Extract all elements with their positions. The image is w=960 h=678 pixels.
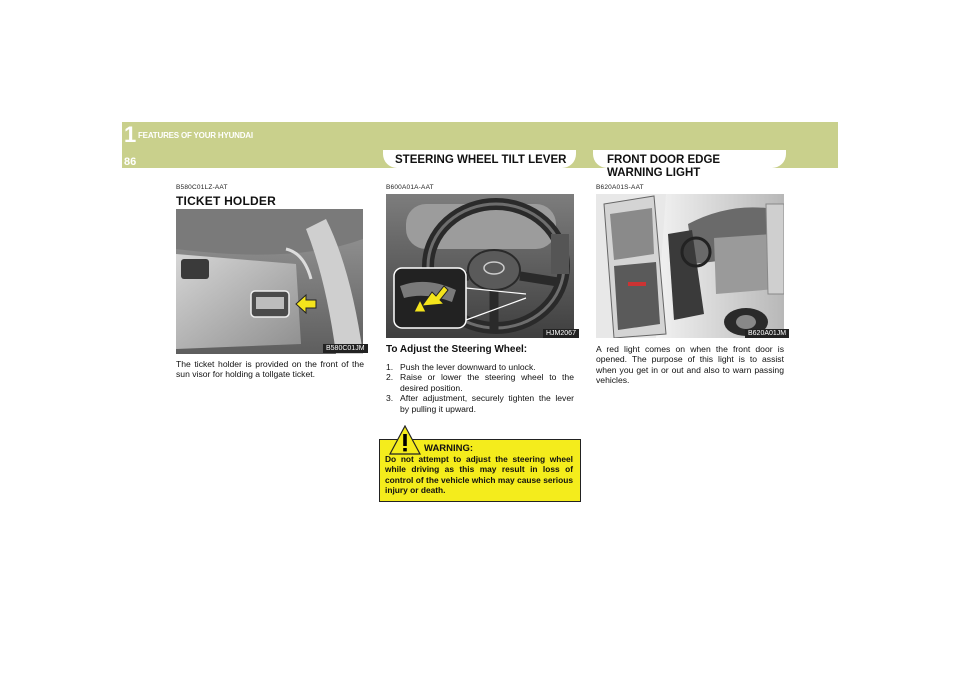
photo-front-door [596,194,784,338]
photo-label-ticket-holder: B580C01JM [323,344,368,353]
list-item: 1. Push the lever downward to unlock. [386,362,536,372]
body-door-light: A red light comes on when the front door is opened. The purpose of this light is to assist when you get in or out and also to warn passing vehicles. [596,344,784,386]
warning-text: Do not attempt to adjust the steering wheel while driving as this may result in loss of control of the vehicle which may cause serious injury or death. [385,454,573,495]
warning-triangle-icon [389,425,421,455]
steering-wheel-illustration [386,194,574,338]
photo-label-steering: HJM2067 [543,329,579,338]
tab-door-edge-light-title: FRONT DOOR EDGE WARNING LIGHT [607,154,721,179]
list-item: 3. After adjustment, securely tighten the lever by pulling it upward. [386,393,574,414]
photo-steering-wheel [386,194,574,338]
section-code-ticket-holder: B580C01LZ-AAT [176,184,228,191]
photo-label-door-light: B620A01JM [745,329,789,338]
body-ticket-holder: The ticket holder is provided on the front of the sun visor for holding a tollgate ticket. [176,359,364,380]
section-code-door-light: B620A01S-AAT [596,184,644,191]
warning-title: WARNING: [424,443,474,454]
chapter-number: 1 [124,122,137,147]
steps-list [386,362,574,414]
subheading-adjust-steering: To Adjust the Steering Wheel: [386,344,528,355]
chapter-title: FEATURES OF YOUR HYUNDAI [138,131,253,140]
page-number: 86 [124,156,137,168]
list-item: 2. Raise or lower the steering wheel to the desired position. [386,372,574,393]
photo-sun-visor [176,209,363,354]
tab-steering-wheel-title: STEERING WHEEL TILT LEVER [395,154,567,166]
sun-visor-illustration [176,209,363,354]
heading-ticket-holder: TICKET HOLDER [176,194,276,208]
section-code-steering: B600A01A-AAT [386,184,434,191]
front-door-illustration [596,194,784,338]
